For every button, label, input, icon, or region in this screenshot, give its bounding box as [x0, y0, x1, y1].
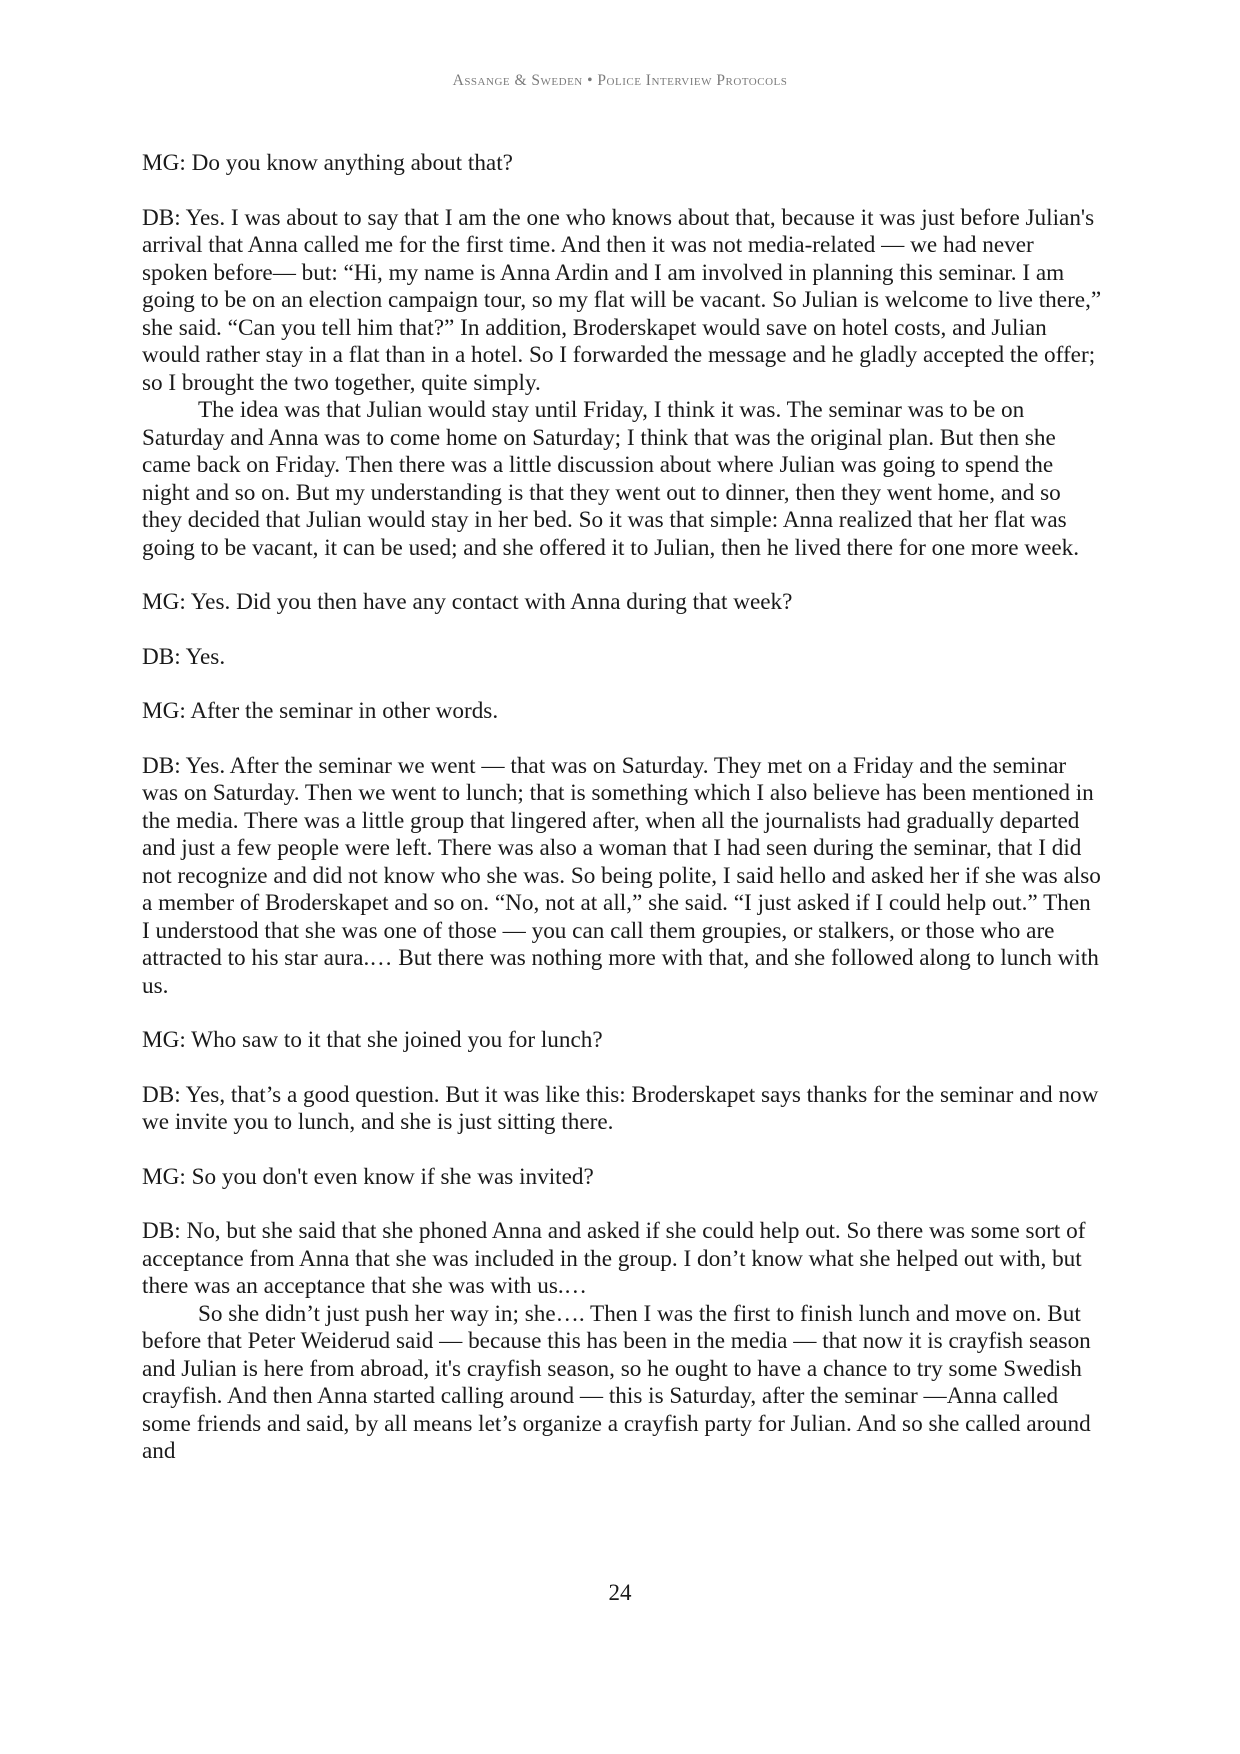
paragraph-mg-question-1: MG: Do you know anything about that?	[142, 150, 513, 176]
paragraph-db-answer-1-continued: The idea was that Julian would stay until Friday, I think it was. The seminar was to be on Saturday and Anna was to come home on Saturday; I think that was the original plan. But then she came back on Friday. Then there was a little discussion about where Julian was going to spend the night and so on. But my understanding is that they went out to dinner, then they went home, and so they decided that Julian would stay in her bed. So it was that simple: Anna realized that her flat was going to be vacant, it can be used; and she offered it to Julian, then he lived there for one more week.	[142, 397, 1080, 561]
paragraph-db-answer-3: DB: Yes. After the seminar we went — that was on Saturday. They met on a Friday and the seminar was on Saturday. Then we went to lunch; that is something which I also believe has been mentioned in the media. There was a little group that lingered after, when all the journalists had gradually departed and just a few people were left. There was also a woman that I had seen during the seminar, that I did not recognize and did not know who she was. So being polite, I said hello and asked her if she was also a member of Broderskapet and so on. “No, not at all,” she said. “I just asked if I could help out.” Then I understood that she was one of those — you can call them groupies, or stalkers, or those who are attracted to his star aura.… But there was nothing more with that, and she followed along to lunch with us.	[142, 752, 1101, 999]
paragraph-mg-question-4: MG: Who saw to it that she joined you for lunch?	[142, 1027, 603, 1053]
paragraph-mg-question-2: MG: Yes. Did you then have any contact with Anna during that week?	[142, 589, 793, 615]
paragraph-db-answer-5-continued: So she didn’t just push her way in; she…. Then I was the first to finish lunch and move on. But before that Peter Weiderud said — because this has been in the media — that now it is crayfish season and Julian is here from abroad, it's crayfish season, so he ought to have a chance to try some Swedish crayfish. And then Anna started calling around — this is Saturday, after the seminar —Anna called some friends and said, by all means let’s organize a crayfish party for Julian. And so she called around and	[142, 1300, 1091, 1464]
page-number: 24	[608, 1580, 632, 1605]
paragraph-db-answer-5: DB: No, but she said that she phoned Anna and asked if she could help out. So there was some sort of acceptance from Anna that she was included in the group. I don’t know what she helped out with, but there was an acceptance that she was with us.…	[142, 1218, 1086, 1299]
paragraph-db-answer-1: DB: Yes. I was about to say that I am the one who knows about that, because it was just before Julian's arrival that Anna called me for the first time. And then it was not media-related — we had never spoken before— but: “Hi, my name is Anna Ardin and I am involved in planning this seminar. I am going to be on an election campaign tour, so my flat will be vacant. So Julian is welcome to live there,” she said. “Can you tell him that?” In addition, Broderskapet would save on hotel costs, and Julian would rather stay in a flat than in a hotel. So I forwarded the message and he gladly accepted the offer; so I brought the two together, quite simply.	[142, 204, 1102, 396]
paragraph-db-answer-4: DB: Yes, that’s a good question. But it was like this: Broderskapet says thanks for the seminar and now we invite you to lunch, and she is just sitting there.	[142, 1081, 1099, 1135]
paragraph-mg-question-3: MG: After the seminar in other words.	[142, 698, 499, 724]
body-text	[142, 150, 1102, 1466]
paragraph-db-answer-2: DB: Yes.	[142, 643, 226, 670]
paragraph-mg-question-5: MG: So you don't even know if she was invited?	[142, 1163, 594, 1190]
running-header: Assange & Sweden • Police Interview Protocols	[452, 72, 788, 89]
